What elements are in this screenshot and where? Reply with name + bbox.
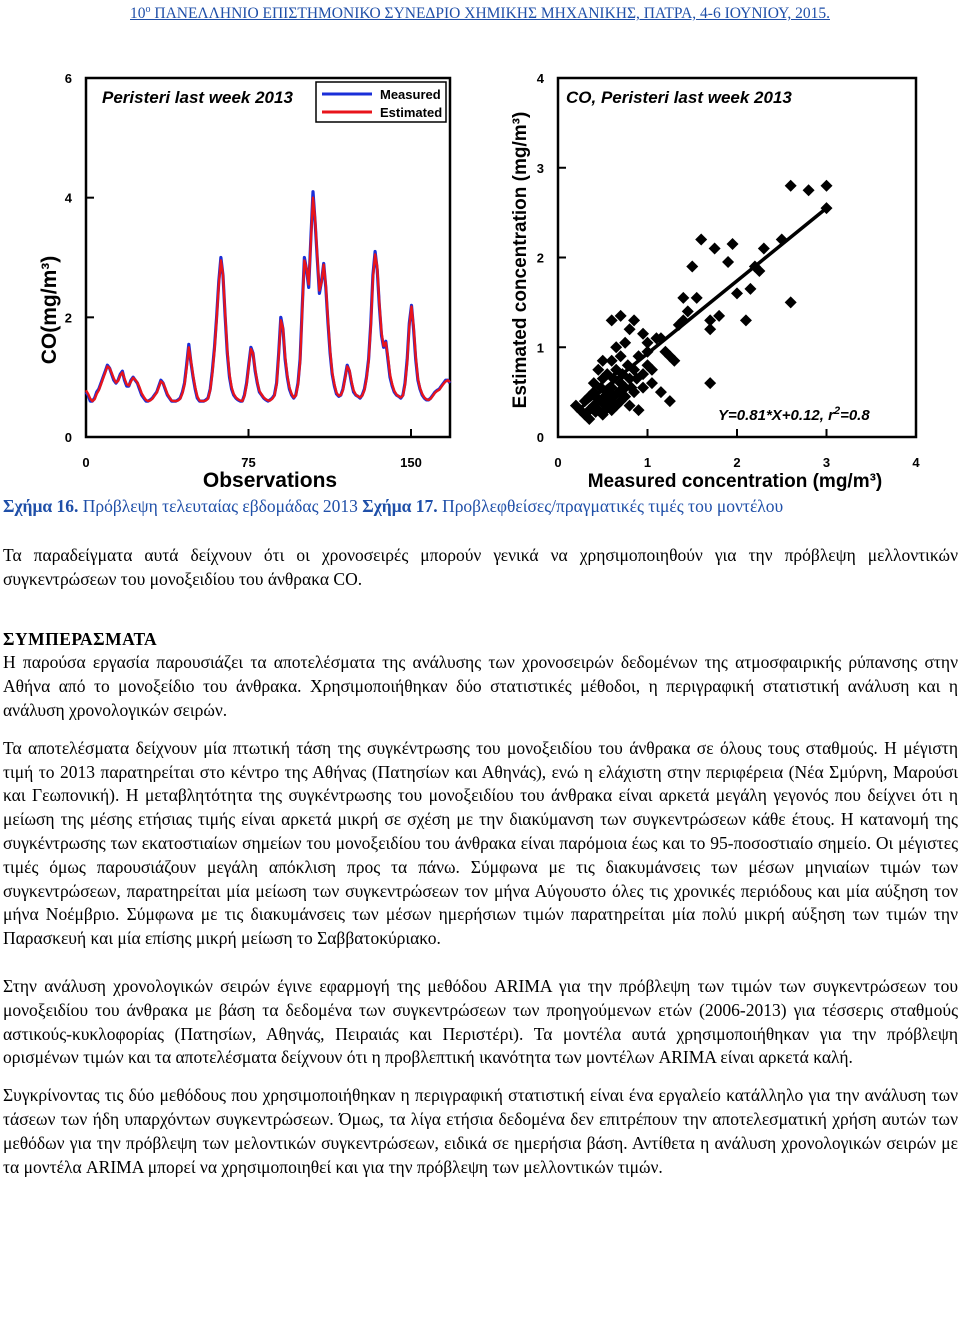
fig16-caption: Πρόβλεψη τελευταίας εβδομάδας 2013 bbox=[78, 496, 363, 516]
scatter-point bbox=[785, 296, 797, 308]
scatter-point bbox=[664, 395, 676, 407]
scatter-point bbox=[695, 234, 707, 246]
section-heading-conclusions: ΣΥΜΠΕΡΑΣΜΑΤΑ bbox=[3, 628, 158, 649]
timeseries-ytick-label: 6 bbox=[64, 71, 72, 86]
timeseries-title: Peristeri last week 2013 bbox=[102, 88, 293, 107]
header-superscript: ο bbox=[145, 4, 151, 15]
scatter-point bbox=[722, 256, 734, 268]
scatter-ytick-label: 2 bbox=[536, 250, 544, 266]
scatter-ytick-label: 3 bbox=[536, 160, 544, 176]
timeseries-xlabel: Observations bbox=[202, 469, 338, 492]
scatter-annotation: Y=0.81*X+0.12, $r^2=0.8$ bbox=[718, 405, 870, 424]
fig16-label: Σχήμα 16. bbox=[3, 496, 79, 516]
conference-header bbox=[0, 4, 960, 23]
paragraph-conclusions-1: Η παρούσα εργασία παρουσιάζει τα αποτελέσματα της ανάλυσης των χρονοσειρών δεδομένων της ατμοσφαιρικής ρύπανσης στην Αθήνα από το μονοξείδιο του άνθρακα. Χρησιμοποιήθηκαν δύο στατιστικές μέθοδοι, η περιγραφική στατιστική ανάλυση και η ανάλυση χρονολογικών σειρών. bbox=[3, 652, 958, 720]
timeseries-line-estimated bbox=[86, 198, 450, 401]
scatter-point bbox=[744, 283, 756, 295]
timeseries-legend bbox=[316, 82, 446, 122]
paragraph-intro: Τα παραδείγματα αυτά δείχνουν ότι οι χρονοσειρές μπορούν γενικά να χρησιμοποιηθούν για την πρόβλεψη μελλοντικών συγκεντρώσεων του μονοξειδίου του άνθρακα CO. bbox=[3, 545, 958, 589]
scatter-ytick-label: 0 bbox=[536, 430, 544, 445]
paragraph-comparison: Συγκρίνοντας τις δύο μεθόδους που χρησιμοποιήθηκαν η περιγραφική στατιστική είναι ένα εργαλείο κατάλληλο για την ανάλυση των τάσεων των ήδη υπαρχόντων συγκεντρώσεων. Όμως, τα λίγα ετήσια δεδομένα δεν επιτρέπουν την αποτελεσματική χρήση αυτών των μεθόδων για την πρόβλεψη των μελοντικών συγκεντρώσεων, ειδικά σε ημερήσια βάση. Αντίθετα η ανάλυση χρονολογικών σειρών με τα μοντέλα ARIMA μπορεί να χρησιμοποιηθεί και για την πρόβλεψη των μελλοντικών τιμών. bbox=[3, 1085, 958, 1177]
scatter-point bbox=[758, 243, 770, 255]
timeseries-xtick-label: 0 bbox=[82, 455, 90, 470]
timeseries-ytick-label: 2 bbox=[64, 310, 72, 326]
scatter-point bbox=[821, 180, 833, 192]
scatter-point bbox=[691, 292, 703, 304]
timeseries-chart bbox=[0, 60, 470, 494]
paragraph-conclusions-2: Τα αποτελέσματα δείχνουν μία πτωτική τάση της συγκέντρωσης του μονοξειδίου του άνθρακα σε όλους τους σταθμούς. Η μέγιστη τιμή το 2013 παρατηρείται στο κέντρο της Αθήνας (Πατησίων και Αθηνάς), ενώ η ελάχιστη στην περιφέρεια (Νέα Σμύρνη, Μαρούσι και Γεωπονική). Η μεταβλητότητα της συγκέντρωσης του μονοξειδίου του άνθρακα είναι αρκετά μεγάλη γεγονός που δείχνει ότι η μείωση της μέσης ετήσιας τιμής είναι αρκετά μικρή σε σχέση με την διακύμανση των συγκεντρώσεων κάθε έτους. Η κατανομή της συγκέντρωσης των εκατοστιαίων σημείων του μονοξειδίου του άνθρακα είναι παρόμοια έως και το 95-ποσοστιαίο σημείο. Οι μέγιστες τιμές όμως παρουσιάζουν μεγάλη απόκλιση προς τα πάνω. Σύμφωνα με τις διακυμάνσεις των μέσων μηνιαίων τιμών των συγκεντρώσεων, παρατηρείται μία μείωση των συγκεντρώσεων τον μήνα Αύγουστο όλες τις χρονικές περιόδους και μία αύξηση τον μήνα Νοέμβριο. Σύμφωνα με τις διακυμάνσεις των μέσων ημερήσιων τιμών παρατηρείται μία πολύ μικρή αύξηση των τιμών την Παρασκευή και μία επίσης μικρή μείωση το Σαββατοκύριακο. bbox=[3, 737, 958, 949]
scatter-xlabel: Measured concentration (mg/m³) bbox=[587, 471, 883, 492]
scatter-point bbox=[709, 243, 721, 255]
scatter-point bbox=[776, 234, 788, 246]
scatter-point bbox=[740, 314, 752, 326]
timeseries-ytick-label: 4 bbox=[64, 190, 72, 206]
legend-estimated-label: Estimated bbox=[380, 105, 443, 120]
timeseries-line-measured bbox=[86, 192, 450, 401]
scatter-point bbox=[686, 260, 698, 272]
scatter-xtick-label: 4 bbox=[912, 455, 920, 470]
scatter-ytick-label: 4 bbox=[536, 71, 544, 86]
scatter-point bbox=[677, 292, 689, 304]
scatter-xtick-label: 0 bbox=[554, 455, 562, 470]
scatter-point bbox=[731, 287, 743, 299]
scatter-point bbox=[727, 238, 739, 250]
figure-captions bbox=[3, 496, 958, 517]
scatter-point bbox=[803, 184, 815, 196]
scatter-ytick-label: 1 bbox=[536, 340, 544, 356]
scatter-point bbox=[785, 180, 797, 192]
scatter-point bbox=[704, 377, 716, 389]
timeseries-plot-frame bbox=[86, 78, 450, 437]
scatter-xtick-label: 3 bbox=[822, 455, 831, 470]
body-text bbox=[3, 544, 958, 1179]
timeseries-xtick-label: 75 bbox=[241, 455, 256, 470]
scatter-title: CO, Peristeri last week 2013 bbox=[566, 88, 792, 107]
scatter-xtick-label: 1 bbox=[643, 455, 652, 470]
timeseries-ylabel: CO(mg/m³) bbox=[38, 255, 61, 365]
fig17-label: Σχήμα 17. bbox=[362, 496, 438, 516]
header-number: 10 bbox=[130, 5, 146, 23]
scatter-point bbox=[655, 386, 667, 398]
scatter-xtick-label: 2 bbox=[733, 455, 741, 470]
scatter-chart bbox=[490, 60, 960, 494]
header-text: ΠΑΝΕΛΛΗΝΙΟ ΕΠΙΣΤΗΜΟΝΙΚΟ ΣΥΝΕΔΡΙΟ ΧΗΜΙΚΗΣ ΜΗΧΑΝΙΚΗΣ, ΠΑΤΡΑ, 4-6 ΙΟΥΝΙΟΥ, 2015. bbox=[150, 5, 830, 23]
scatter-ylabel: Estimated concentration (mg/m³) bbox=[510, 111, 531, 409]
fig17-caption: Προβλεφθείσες/πραγματικές τιμές του μοντέλου bbox=[437, 496, 784, 516]
paragraph-arima: Στην ανάλυση χρονολογικών σειρών έγινε εφαρμογή της μεθόδου ARIMA για την πρόβλεψη των τιμών των συγκεντρώσεων του μονοξειδίου του άνθρακα με βάση τα δεδομένα των συγκεντρώσεων των προηγούμενων ετών (2006-2013) για τέσσερις σταθμούς αστικούς-κυκλοφορίας (Πατησίων, Αθηνάς, Πειραιάς και Περιστέρι). Τα μοντέλα αυτά χρησιμοποιήθηκαν για την πρόβλεψη ορισμένων τιμών και τα αποτελέσματα δείχνουν ότι η προβλεπτική ικανότητα των μοντέλων ARIMA είναι αρκετά καλή. bbox=[3, 975, 958, 1068]
timeseries-xtick-label: 150 bbox=[400, 455, 422, 470]
scatter-point bbox=[704, 323, 716, 335]
legend-measured-label: Measured bbox=[380, 87, 441, 102]
timeseries-ytick-label: 0 bbox=[64, 430, 72, 445]
